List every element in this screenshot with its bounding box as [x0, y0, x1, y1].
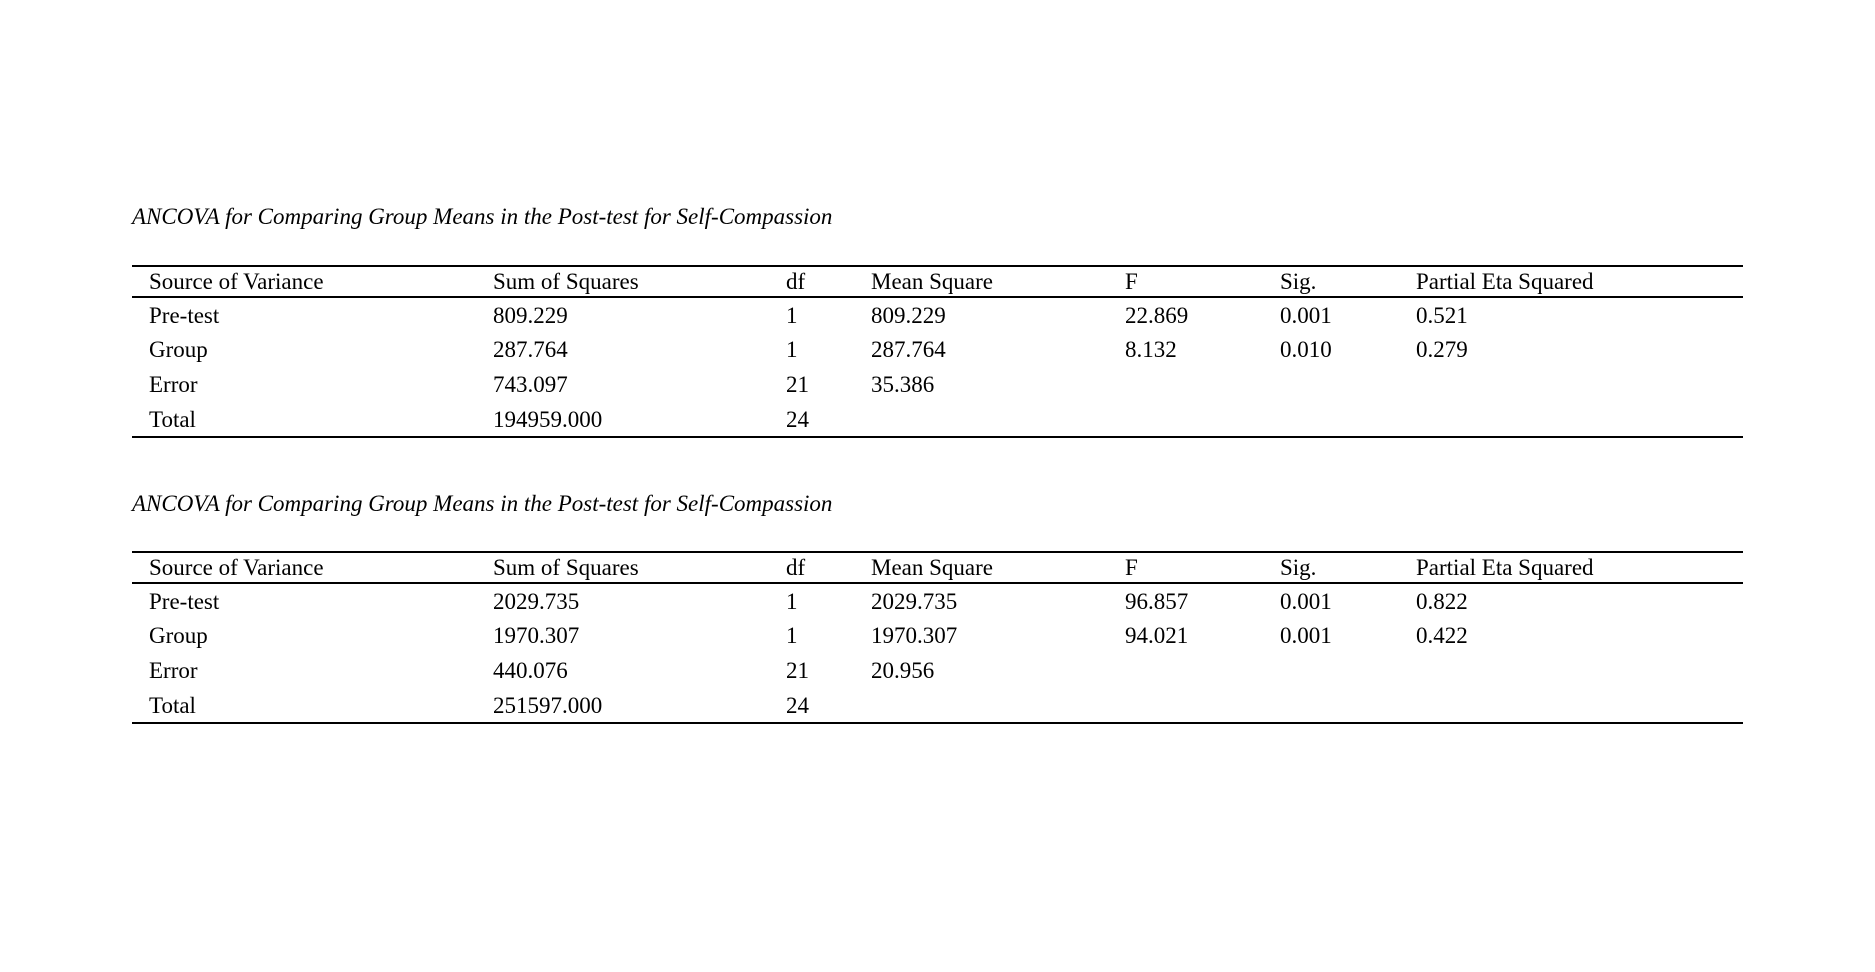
value-cell: 194959.000 — [493, 406, 603, 432]
column-header: F — [1125, 555, 1138, 580]
value-cell — [1280, 653, 1416, 688]
value-cell: 0.001 — [1280, 623, 1332, 648]
value-cell: 22.869 — [1125, 302, 1189, 328]
column-header: df — [786, 555, 806, 580]
value-cell — [871, 402, 1125, 437]
row-label-cell: Error — [149, 372, 198, 397]
value-cell: 1 — [786, 623, 798, 648]
row-label-cell: Error — [149, 658, 198, 683]
value-cell — [1416, 402, 1743, 437]
value-cell — [1125, 367, 1280, 402]
table-2-title: ANCOVA for Comparing Group Means in the Post-test for Self-Compassion — [132, 491, 833, 516]
value-cell — [1125, 402, 1280, 437]
value-cell: 1970.307 — [871, 623, 958, 648]
value-cell: 809.229 — [871, 302, 946, 328]
value-cell — [1280, 402, 1416, 437]
row-label-cell: Total — [149, 692, 196, 718]
value-cell: 24 — [786, 406, 809, 432]
table-row — [132, 618, 1743, 653]
value-cell: 0.521 — [1416, 302, 1468, 328]
value-cell: 24 — [786, 692, 809, 718]
table-1-body — [132, 297, 1743, 437]
table-1-header — [132, 266, 1743, 297]
ancova-table-1 — [132, 265, 1743, 438]
value-cell: 0.001 — [1280, 302, 1332, 328]
value-cell — [1280, 367, 1416, 402]
value-cell — [1416, 653, 1743, 688]
value-cell: 0.822 — [1416, 588, 1468, 614]
row-label-cell: Pre-test — [149, 302, 220, 328]
header-row — [132, 266, 1743, 297]
value-cell: 2029.735 — [493, 588, 580, 614]
column-header: Sum of Squares — [493, 269, 639, 294]
column-header: Mean Square — [871, 555, 993, 580]
table-1-title: ANCOVA for Comparing Group Means in the Post-test for Self-Compassion — [132, 204, 833, 229]
value-cell: 0.001 — [1280, 588, 1332, 614]
row-label-cell: Group — [149, 623, 208, 648]
header-row — [132, 552, 1743, 583]
value-cell — [1416, 367, 1743, 402]
value-cell: 287.764 — [493, 337, 568, 362]
value-cell: 8.132 — [1125, 337, 1177, 362]
value-cell: 0.422 — [1416, 623, 1468, 648]
ancova-table-2 — [132, 551, 1743, 724]
row-label-cell: Pre-test — [149, 588, 220, 614]
column-header: Sig. — [1280, 555, 1317, 580]
value-cell — [1416, 688, 1743, 723]
value-cell — [871, 688, 1125, 723]
column-header: Mean Square — [871, 269, 993, 294]
column-header: Partial Eta Squared — [1416, 555, 1594, 580]
value-cell: 251597.000 — [493, 692, 603, 718]
column-header: Source of Variance — [149, 269, 324, 294]
value-cell: 440.076 — [493, 658, 568, 683]
value-cell: 0.010 — [1280, 337, 1332, 362]
value-cell: 35.386 — [871, 372, 935, 397]
table-2-body — [132, 583, 1743, 723]
value-cell: 1 — [786, 337, 798, 362]
table-row — [132, 653, 1743, 688]
column-header: Sig. — [1280, 269, 1317, 294]
value-cell: 743.097 — [493, 372, 568, 397]
value-cell: 21 — [786, 658, 809, 683]
table-row — [132, 332, 1743, 367]
value-cell: 1970.307 — [493, 623, 580, 648]
value-cell — [1125, 653, 1280, 688]
table-row — [132, 583, 1743, 618]
column-header: Sum of Squares — [493, 555, 639, 580]
column-header: F — [1125, 269, 1138, 294]
row-label-cell: Group — [149, 337, 208, 362]
column-header: Partial Eta Squared — [1416, 269, 1594, 294]
table-row — [132, 688, 1743, 723]
value-cell: 809.229 — [493, 302, 568, 328]
value-cell: 1 — [786, 302, 798, 328]
column-header: Source of Variance — [149, 555, 324, 580]
value-cell: 21 — [786, 372, 809, 397]
table-row — [132, 367, 1743, 402]
table-row — [132, 402, 1743, 437]
row-label-cell: Total — [149, 406, 196, 432]
value-cell — [1280, 688, 1416, 723]
value-cell: 287.764 — [871, 337, 946, 362]
value-cell: 2029.735 — [871, 588, 958, 614]
value-cell: 20.956 — [871, 658, 935, 683]
table-row — [132, 297, 1743, 332]
value-cell: 0.279 — [1416, 337, 1468, 362]
value-cell: 94.021 — [1125, 623, 1189, 648]
column-header: df — [786, 269, 806, 294]
value-cell: 96.857 — [1125, 588, 1189, 614]
value-cell — [1125, 688, 1280, 723]
value-cell: 1 — [786, 588, 798, 614]
table-2-header — [132, 552, 1743, 583]
